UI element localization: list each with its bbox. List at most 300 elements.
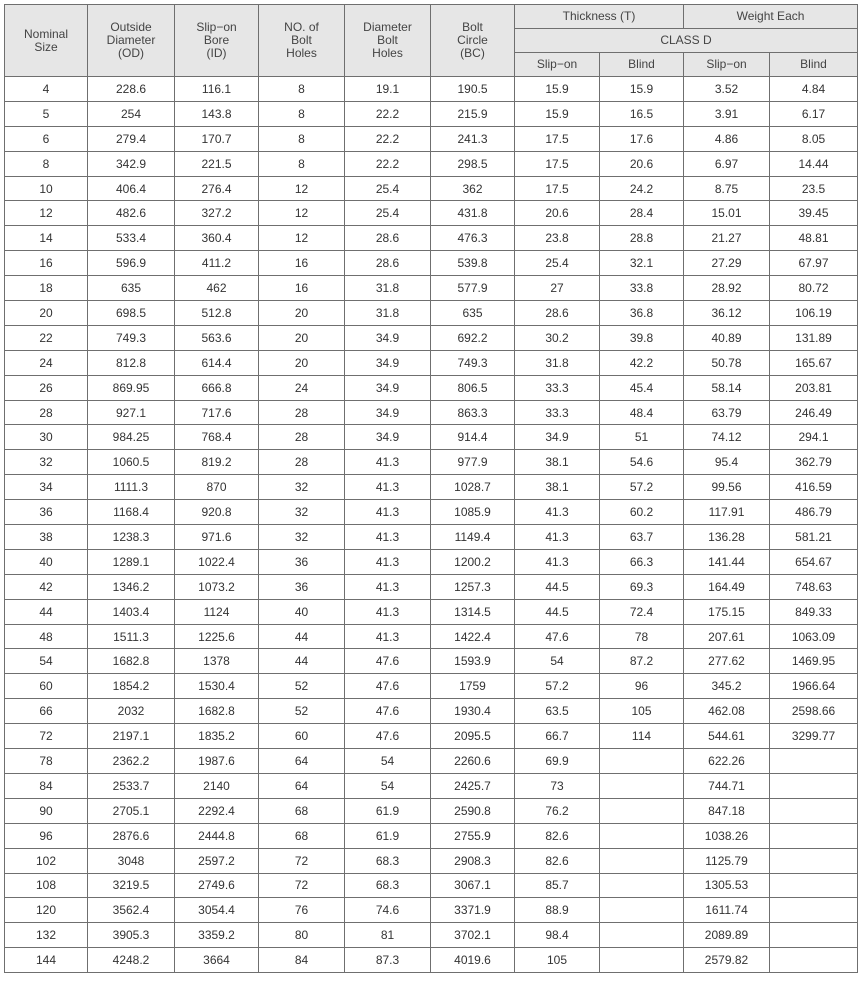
cell-bolt-circle: 1085.9 [431, 500, 515, 525]
cell-slip-on-bore: 819.2 [175, 450, 259, 475]
cell-weight-slip-on: 74.12 [684, 425, 770, 450]
cell-bolt-holes: 12 [259, 201, 345, 226]
cell-bolt-holes: 32 [259, 475, 345, 500]
cell-weight-blind: 581.21 [770, 525, 858, 550]
cell-outside-diameter: 869.95 [88, 375, 175, 400]
cell-weight-blind: 416.59 [770, 475, 858, 500]
cell-outside-diameter: 927.1 [88, 400, 175, 425]
header-diameter-bolt-holes: Diameter Bolt Holes [345, 5, 431, 77]
cell-weight-blind: 1063.09 [770, 624, 858, 649]
cell-bolt-holes: 80 [259, 923, 345, 948]
cell-thickness-slip-on: 23.8 [515, 226, 600, 251]
cell-thickness-blind: 60.2 [600, 500, 684, 525]
cell-bolt-holes: 52 [259, 699, 345, 724]
cell-weight-blind [770, 823, 858, 848]
cell-outside-diameter: 2705.1 [88, 798, 175, 823]
cell-slip-on-bore: 170.7 [175, 126, 259, 151]
cell-nominal-size: 26 [5, 375, 88, 400]
cell-slip-on-bore: 327.2 [175, 201, 259, 226]
cell-bolt-circle: 1593.9 [431, 649, 515, 674]
cell-outside-diameter: 1238.3 [88, 525, 175, 550]
cell-thickness-slip-on: 69.9 [515, 749, 600, 774]
cell-diameter-bolt-holes: 41.3 [345, 450, 431, 475]
cell-thickness-blind [600, 923, 684, 948]
cell-weight-slip-on: 15.01 [684, 201, 770, 226]
cell-bolt-circle: 1314.5 [431, 599, 515, 624]
cell-diameter-bolt-holes: 34.9 [345, 425, 431, 450]
cell-bolt-holes: 16 [259, 276, 345, 301]
cell-slip-on-bore: 116.1 [175, 77, 259, 102]
cell-diameter-bolt-holes: 54 [345, 749, 431, 774]
cell-outside-diameter: 635 [88, 276, 175, 301]
cell-weight-blind: 39.45 [770, 201, 858, 226]
cell-outside-diameter: 279.4 [88, 126, 175, 151]
cell-outside-diameter: 1511.3 [88, 624, 175, 649]
cell-thickness-blind: 51 [600, 425, 684, 450]
cell-thickness-blind: 57.2 [600, 475, 684, 500]
cell-nominal-size: 120 [5, 898, 88, 923]
cell-nominal-size: 24 [5, 350, 88, 375]
cell-bolt-holes: 16 [259, 251, 345, 276]
cell-thickness-blind: 96 [600, 674, 684, 699]
cell-outside-diameter: 1289.1 [88, 549, 175, 574]
cell-weight-slip-on: 1305.53 [684, 873, 770, 898]
cell-nominal-size: 72 [5, 724, 88, 749]
cell-bolt-holes: 28 [259, 450, 345, 475]
cell-weight-blind: 2598.66 [770, 699, 858, 724]
cell-nominal-size: 108 [5, 873, 88, 898]
table-row [5, 525, 858, 550]
cell-nominal-size: 90 [5, 798, 88, 823]
flange-dimensions-table [4, 4, 858, 973]
table-row [5, 549, 858, 574]
cell-thickness-slip-on: 30.2 [515, 325, 600, 350]
table-row [5, 77, 858, 102]
cell-thickness-slip-on: 27 [515, 276, 600, 301]
table-row [5, 450, 858, 475]
cell-bolt-circle: 749.3 [431, 350, 515, 375]
cell-weight-slip-on: 847.18 [684, 798, 770, 823]
table-row [5, 798, 858, 823]
cell-bolt-holes: 84 [259, 948, 345, 973]
cell-slip-on-bore: 1987.6 [175, 749, 259, 774]
cell-weight-blind: 486.79 [770, 500, 858, 525]
cell-diameter-bolt-holes: 41.3 [345, 574, 431, 599]
cell-diameter-bolt-holes: 19.1 [345, 77, 431, 102]
cell-nominal-size: 12 [5, 201, 88, 226]
cell-thickness-blind [600, 798, 684, 823]
cell-slip-on-bore: 1022.4 [175, 549, 259, 574]
header-thickness-slip-on: Slip−on [515, 53, 600, 77]
table-row [5, 176, 858, 201]
cell-thickness-slip-on: 33.3 [515, 375, 600, 400]
cell-weight-blind: 203.81 [770, 375, 858, 400]
cell-diameter-bolt-holes: 41.3 [345, 599, 431, 624]
cell-slip-on-bore: 717.6 [175, 400, 259, 425]
cell-slip-on-bore: 143.8 [175, 101, 259, 126]
cell-weight-blind: 106.19 [770, 301, 858, 326]
cell-thickness-blind: 87.2 [600, 649, 684, 674]
header-slip-on-bore: Slip−on Bore (ID) [175, 5, 259, 77]
cell-thickness-slip-on: 17.5 [515, 176, 600, 201]
cell-outside-diameter: 533.4 [88, 226, 175, 251]
cell-thickness-slip-on: 76.2 [515, 798, 600, 823]
cell-weight-slip-on: 345.2 [684, 674, 770, 699]
cell-weight-slip-on: 4.86 [684, 126, 770, 151]
cell-outside-diameter: 228.6 [88, 77, 175, 102]
cell-thickness-blind [600, 898, 684, 923]
cell-outside-diameter: 984.25 [88, 425, 175, 450]
cell-outside-diameter: 596.9 [88, 251, 175, 276]
table-row [5, 848, 858, 873]
table-row [5, 823, 858, 848]
cell-slip-on-bore: 1225.6 [175, 624, 259, 649]
cell-nominal-size: 34 [5, 475, 88, 500]
cell-thickness-blind: 54.6 [600, 450, 684, 475]
cell-slip-on-bore: 1835.2 [175, 724, 259, 749]
cell-outside-diameter: 749.3 [88, 325, 175, 350]
table-row [5, 898, 858, 923]
cell-nominal-size: 8 [5, 151, 88, 176]
cell-bolt-circle: 1930.4 [431, 699, 515, 724]
cell-weight-blind: 362.79 [770, 450, 858, 475]
cell-outside-diameter: 2032 [88, 699, 175, 724]
cell-weight-blind: 748.63 [770, 574, 858, 599]
cell-weight-slip-on: 50.78 [684, 350, 770, 375]
cell-weight-blind: 165.67 [770, 350, 858, 375]
cell-weight-slip-on: 21.27 [684, 226, 770, 251]
cell-thickness-blind [600, 823, 684, 848]
cell-diameter-bolt-holes: 54 [345, 773, 431, 798]
cell-outside-diameter: 254 [88, 101, 175, 126]
cell-slip-on-bore: 411.2 [175, 251, 259, 276]
cell-slip-on-bore: 3664 [175, 948, 259, 973]
cell-weight-slip-on: 63.79 [684, 400, 770, 425]
cell-nominal-size: 42 [5, 574, 88, 599]
cell-bolt-holes: 72 [259, 848, 345, 873]
cell-bolt-holes: 32 [259, 525, 345, 550]
cell-nominal-size: 6 [5, 126, 88, 151]
table-row [5, 151, 858, 176]
cell-slip-on-bore: 360.4 [175, 226, 259, 251]
cell-outside-diameter: 1854.2 [88, 674, 175, 699]
cell-diameter-bolt-holes: 31.8 [345, 301, 431, 326]
header-weight-blind: Blind [770, 53, 858, 77]
cell-bolt-circle: 1200.2 [431, 549, 515, 574]
cell-slip-on-bore: 462 [175, 276, 259, 301]
cell-bolt-holes: 76 [259, 898, 345, 923]
cell-nominal-size: 144 [5, 948, 88, 973]
cell-nominal-size: 44 [5, 599, 88, 624]
table-row [5, 749, 858, 774]
table-row [5, 226, 858, 251]
header-bolt-circle: Bolt Circle (BC) [431, 5, 515, 77]
cell-bolt-circle: 2260.6 [431, 749, 515, 774]
table-row [5, 724, 858, 749]
cell-weight-blind [770, 948, 858, 973]
cell-weight-blind: 849.33 [770, 599, 858, 624]
cell-slip-on-bore: 768.4 [175, 425, 259, 450]
cell-thickness-slip-on: 57.2 [515, 674, 600, 699]
cell-outside-diameter: 1682.8 [88, 649, 175, 674]
cell-bolt-circle: 977.9 [431, 450, 515, 475]
cell-weight-slip-on: 99.56 [684, 475, 770, 500]
cell-bolt-holes: 36 [259, 549, 345, 574]
cell-thickness-blind: 105 [600, 699, 684, 724]
table-row [5, 624, 858, 649]
cell-thickness-blind: 72.4 [600, 599, 684, 624]
cell-bolt-circle: 298.5 [431, 151, 515, 176]
cell-thickness-blind: 42.2 [600, 350, 684, 375]
cell-weight-slip-on: 2089.89 [684, 923, 770, 948]
cell-thickness-slip-on: 54 [515, 649, 600, 674]
cell-slip-on-bore: 870 [175, 475, 259, 500]
cell-diameter-bolt-holes: 28.6 [345, 251, 431, 276]
cell-nominal-size: 16 [5, 251, 88, 276]
cell-diameter-bolt-holes: 34.9 [345, 400, 431, 425]
cell-thickness-blind: 36.8 [600, 301, 684, 326]
cell-thickness-blind: 78 [600, 624, 684, 649]
cell-outside-diameter: 1060.5 [88, 450, 175, 475]
cell-thickness-blind: 28.4 [600, 201, 684, 226]
cell-bolt-circle: 1257.3 [431, 574, 515, 599]
cell-bolt-holes: 44 [259, 624, 345, 649]
cell-nominal-size: 66 [5, 699, 88, 724]
cell-outside-diameter: 3048 [88, 848, 175, 873]
table-row [5, 773, 858, 798]
cell-outside-diameter: 406.4 [88, 176, 175, 201]
cell-thickness-slip-on: 44.5 [515, 599, 600, 624]
cell-thickness-blind: 114 [600, 724, 684, 749]
cell-outside-diameter: 1346.2 [88, 574, 175, 599]
cell-nominal-size: 22 [5, 325, 88, 350]
cell-bolt-circle: 1028.7 [431, 475, 515, 500]
cell-weight-slip-on: 95.4 [684, 450, 770, 475]
cell-weight-slip-on: 40.89 [684, 325, 770, 350]
cell-slip-on-bore: 563.6 [175, 325, 259, 350]
header-thickness: Thickness (T) [515, 5, 684, 29]
cell-nominal-size: 60 [5, 674, 88, 699]
table-row [5, 425, 858, 450]
cell-weight-blind: 1469.95 [770, 649, 858, 674]
cell-nominal-size: 5 [5, 101, 88, 126]
cell-bolt-holes: 8 [259, 151, 345, 176]
cell-slip-on-bore: 971.6 [175, 525, 259, 550]
cell-outside-diameter: 2197.1 [88, 724, 175, 749]
cell-nominal-size: 102 [5, 848, 88, 873]
cell-thickness-slip-on: 33.3 [515, 400, 600, 425]
cell-thickness-blind [600, 749, 684, 774]
cell-thickness-slip-on: 25.4 [515, 251, 600, 276]
cell-bolt-circle: 692.2 [431, 325, 515, 350]
cell-thickness-slip-on: 88.9 [515, 898, 600, 923]
cell-outside-diameter: 1111.3 [88, 475, 175, 500]
cell-bolt-holes: 72 [259, 873, 345, 898]
cell-thickness-blind: 28.8 [600, 226, 684, 251]
table-row [5, 350, 858, 375]
cell-bolt-circle: 3067.1 [431, 873, 515, 898]
cell-slip-on-bore: 614.4 [175, 350, 259, 375]
cell-nominal-size: 54 [5, 649, 88, 674]
cell-thickness-slip-on: 31.8 [515, 350, 600, 375]
table-row [5, 649, 858, 674]
cell-thickness-slip-on: 17.5 [515, 151, 600, 176]
cell-nominal-size: 4 [5, 77, 88, 102]
header-thickness-blind: Blind [600, 53, 684, 77]
cell-bolt-circle: 241.3 [431, 126, 515, 151]
cell-nominal-size: 10 [5, 176, 88, 201]
cell-diameter-bolt-holes: 28.6 [345, 226, 431, 251]
cell-slip-on-bore: 1073.2 [175, 574, 259, 599]
cell-weight-slip-on: 1038.26 [684, 823, 770, 848]
cell-thickness-slip-on: 28.6 [515, 301, 600, 326]
cell-slip-on-bore: 920.8 [175, 500, 259, 525]
cell-nominal-size: 96 [5, 823, 88, 848]
table-row [5, 948, 858, 973]
cell-thickness-blind: 24.2 [600, 176, 684, 201]
cell-weight-blind [770, 773, 858, 798]
cell-thickness-slip-on: 15.9 [515, 77, 600, 102]
cell-outside-diameter: 2533.7 [88, 773, 175, 798]
cell-bolt-circle: 539.8 [431, 251, 515, 276]
cell-outside-diameter: 342.9 [88, 151, 175, 176]
cell-slip-on-bore: 2749.6 [175, 873, 259, 898]
table-row [5, 674, 858, 699]
table-row [5, 599, 858, 624]
cell-weight-blind: 48.81 [770, 226, 858, 251]
cell-weight-blind: 80.72 [770, 276, 858, 301]
cell-bolt-circle: 3371.9 [431, 898, 515, 923]
table-row [5, 475, 858, 500]
cell-weight-slip-on: 207.61 [684, 624, 770, 649]
cell-weight-slip-on: 28.92 [684, 276, 770, 301]
cell-outside-diameter: 1168.4 [88, 500, 175, 525]
cell-slip-on-bore: 1682.8 [175, 699, 259, 724]
cell-diameter-bolt-holes: 61.9 [345, 798, 431, 823]
cell-bolt-circle: 2095.5 [431, 724, 515, 749]
cell-thickness-slip-on: 34.9 [515, 425, 600, 450]
cell-weight-slip-on: 175.15 [684, 599, 770, 624]
cell-thickness-slip-on: 17.5 [515, 126, 600, 151]
cell-bolt-holes: 68 [259, 798, 345, 823]
cell-thickness-slip-on: 47.6 [515, 624, 600, 649]
cell-nominal-size: 14 [5, 226, 88, 251]
cell-diameter-bolt-holes: 68.3 [345, 873, 431, 898]
cell-thickness-blind: 63.7 [600, 525, 684, 550]
cell-diameter-bolt-holes: 41.3 [345, 475, 431, 500]
cell-bolt-holes: 8 [259, 126, 345, 151]
cell-bolt-circle: 2755.9 [431, 823, 515, 848]
cell-weight-blind [770, 848, 858, 873]
table-row [5, 574, 858, 599]
cell-thickness-blind [600, 873, 684, 898]
cell-bolt-circle: 4019.6 [431, 948, 515, 973]
cell-diameter-bolt-holes: 25.4 [345, 176, 431, 201]
cell-weight-slip-on: 36.12 [684, 301, 770, 326]
cell-thickness-blind: 17.6 [600, 126, 684, 151]
cell-weight-slip-on: 744.71 [684, 773, 770, 798]
cell-nominal-size: 38 [5, 525, 88, 550]
cell-bolt-holes: 32 [259, 500, 345, 525]
cell-bolt-holes: 44 [259, 649, 345, 674]
cell-bolt-circle: 863.3 [431, 400, 515, 425]
cell-slip-on-bore: 221.5 [175, 151, 259, 176]
cell-diameter-bolt-holes: 34.9 [345, 350, 431, 375]
cell-outside-diameter: 482.6 [88, 201, 175, 226]
cell-bolt-circle: 362 [431, 176, 515, 201]
cell-weight-blind: 654.67 [770, 549, 858, 574]
cell-thickness-blind: 15.9 [600, 77, 684, 102]
cell-thickness-slip-on: 41.3 [515, 500, 600, 525]
cell-thickness-blind: 33.8 [600, 276, 684, 301]
cell-diameter-bolt-holes: 41.3 [345, 525, 431, 550]
cell-weight-slip-on: 1125.79 [684, 848, 770, 873]
cell-thickness-slip-on: 105 [515, 948, 600, 973]
cell-bolt-circle: 1149.4 [431, 525, 515, 550]
cell-outside-diameter: 698.5 [88, 301, 175, 326]
cell-slip-on-bore: 3054.4 [175, 898, 259, 923]
cell-bolt-holes: 12 [259, 226, 345, 251]
table-row [5, 201, 858, 226]
cell-slip-on-bore: 666.8 [175, 375, 259, 400]
cell-weight-slip-on: 136.28 [684, 525, 770, 550]
cell-nominal-size: 132 [5, 923, 88, 948]
table-header [5, 5, 858, 77]
cell-bolt-holes: 20 [259, 301, 345, 326]
cell-bolt-holes: 28 [259, 425, 345, 450]
cell-thickness-slip-on: 41.3 [515, 549, 600, 574]
cell-diameter-bolt-holes: 47.6 [345, 699, 431, 724]
cell-nominal-size: 48 [5, 624, 88, 649]
cell-slip-on-bore: 2140 [175, 773, 259, 798]
cell-bolt-circle: 190.5 [431, 77, 515, 102]
table-row [5, 276, 858, 301]
cell-thickness-blind: 48.4 [600, 400, 684, 425]
table-row [5, 325, 858, 350]
cell-outside-diameter: 3219.5 [88, 873, 175, 898]
cell-bolt-holes: 28 [259, 400, 345, 425]
cell-diameter-bolt-holes: 22.2 [345, 126, 431, 151]
cell-thickness-slip-on: 82.6 [515, 848, 600, 873]
cell-weight-blind: 3299.77 [770, 724, 858, 749]
cell-weight-blind: 6.17 [770, 101, 858, 126]
cell-diameter-bolt-holes: 34.9 [345, 325, 431, 350]
cell-slip-on-bore: 2292.4 [175, 798, 259, 823]
table-row [5, 873, 858, 898]
cell-weight-slip-on: 117.91 [684, 500, 770, 525]
cell-thickness-blind: 32.1 [600, 251, 684, 276]
table-row [5, 699, 858, 724]
cell-slip-on-bore: 512.8 [175, 301, 259, 326]
cell-nominal-size: 36 [5, 500, 88, 525]
cell-diameter-bolt-holes: 47.6 [345, 724, 431, 749]
cell-bolt-circle: 577.9 [431, 276, 515, 301]
cell-nominal-size: 84 [5, 773, 88, 798]
cell-diameter-bolt-holes: 47.6 [345, 649, 431, 674]
table-row [5, 126, 858, 151]
table-row [5, 101, 858, 126]
cell-bolt-holes: 64 [259, 773, 345, 798]
cell-diameter-bolt-holes: 81 [345, 923, 431, 948]
cell-diameter-bolt-holes: 34.9 [345, 375, 431, 400]
cell-bolt-circle: 2908.3 [431, 848, 515, 873]
cell-thickness-slip-on: 85.7 [515, 873, 600, 898]
cell-bolt-holes: 64 [259, 749, 345, 774]
cell-bolt-holes: 12 [259, 176, 345, 201]
cell-weight-blind: 23.5 [770, 176, 858, 201]
cell-slip-on-bore: 1124 [175, 599, 259, 624]
header-class: CLASS D [515, 29, 858, 53]
